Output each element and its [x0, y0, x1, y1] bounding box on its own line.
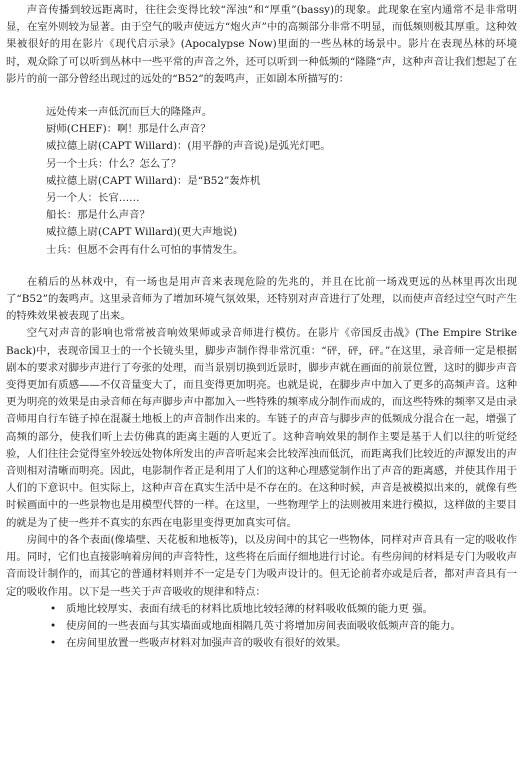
paragraph-room-absorption: 房间中的各个表面(像墙壁、天花板和地板等)，以及房间中的其它一些物体，同样对声音具有一定的吸收作用。同时，它们也直接影响着房间的声音特性，这些将在后面仔细地进行讨论。有些房间的材料是专门为吸收声音而设计制作的，而其它的普通材料则并不一定是专门为吸声设计的。但无论前者亦或是后者，都对声音具有一定的吸收作用。以下是一些关于声音吸收的规律和特点：	[6, 533, 517, 598]
script-line: 威拉德上尉(CAPT Willard)(更大声地说)	[46, 226, 238, 239]
bullet-icon: •	[50, 602, 57, 615]
script-line: 船长：那是什么声音？	[46, 209, 150, 222]
paragraph-footsteps-effect: 空气对声音的影响也常常被音响效果师或录音师进行模仿。在影片《帝国反击战》(The Empire Strike Back)中，表现帝国卫士的一个长镜头里，脚步声制作得非常沉重：“砰，砰，砰。”在这里，录音师一定是根据剧本的要求对脚步声进行了夸张的处理，而当景别切换到近景时，脚步声就在画面的前景位置，这时的脚步声音变得更加有质感——不仅音量变大了，而且变得更加明亮。也就是说，在脚步声中加入了更多的高频声音。这种更为明亮的效果是由录音师在每声脚步声中都加入一些特殊的频率成分制作而成的，而这些特殊的频率又是由录音师用自行车链子掉在混凝土地板上的声音制作出来的。车链子的声音与脚步声的低频成分混合在一起，增强了高频的部分，使我们听上去仿佛真的距离主题的人更近了。这种音响效果的制作主要是基于人们以往的听觉经验，人们往往会觉得室外较远处物体所发出的声音听起来会比较浑浊而低沉，而距离我们比较近的声源发出的声音则相对清晰而明亮。因此，电影制作者正是利用了人们的这种心理感觉制作出了声音的距离感，并使其作用于人们的下意识中。但实际上，这种声音在真实生活中是不存在的。在这种时候，声音是被模拟出来的，就像有些时候画面中的一些景物也是用模型代替的一样。在这里，一些物理学上的法则被用来进行模拟，这样做的主要目的就是为了使一些并不真实的东西在电影里变得更加真实可信。	[6, 327, 517, 529]
script-line: 威拉德上尉(CAPT Willard)：是“B52”轰炸机	[46, 174, 261, 187]
script-line: 厨师(CHEF)：啊！那是什么声音？	[46, 123, 211, 136]
list-item	[6, 635, 517, 652]
list-item-text: 质地比较厚实、表面有绒毛的材料比质地比较轻薄的材料吸收低频的能力更 强。	[66, 602, 433, 615]
bullet-icon: •	[50, 637, 57, 650]
bullet-icon: •	[50, 619, 57, 632]
script-line: 另一个士兵：什么？怎么了？	[46, 157, 182, 170]
paragraph-intro: 声音传播到较远距离时，往往会变得比较“浑浊”和“厚重”(bassy)的现象。此现象在室内通常不是非常明显，在室外则较为显著。由于空气的吸声使远方“炮火声”中的高频部分非常不明显，而低频则极其厚重。这种效果被很好的用在影片《现代启示录》(Apocalypse Now)里面的一些丛林的场景中。影片在表现丛林的环境时，观众除了可以听到丛林中一些平常的声音之外，还可以听到一种低频的“隆隆“声，这种声音让我们想起了在影片的前一部分曾经出现过的远处的“B52”的轰鸣声，正如剧本所描写的：	[6, 4, 517, 85]
script-line: 另一个人：长官……	[46, 192, 140, 205]
screenplay-excerpt	[6, 104, 517, 259]
paragraph-jungle-scene: 在稍后的丛林戏中，有一场也是用声音来表现危险的先兆的，并且在比前一场戏更远的丛林里再次出现了“B52”的轰鸣声。这里录音师为了增加环境气氛效果，还特别对声音进行了处理，以而使声音经过空气时产生的特殊效果被表现了出来。	[6, 275, 517, 323]
list-item	[6, 618, 517, 635]
spacer	[6, 259, 517, 274]
list-item-text: 在房间里放置一些吸声材料对加强声音的吸收有很好的效果。	[66, 637, 347, 650]
spacer	[6, 88, 517, 104]
script-line: 远处传来一声低沉而巨大的隆隆声。	[46, 106, 213, 119]
list-item-text: 使房间的一些表面与其实墙面或地面相隔几英寸将增加房间表面吸收低频声音的能力。	[66, 619, 461, 632]
script-line: 士兵：但愿不会再有什么可怕的事情发生。	[46, 243, 244, 256]
absorption-rules-list	[6, 601, 517, 653]
script-line: 威拉德上尉(CAPT Willard)：(用平静的声音说)是弧光灯吧。	[46, 140, 331, 153]
list-item	[6, 601, 517, 618]
